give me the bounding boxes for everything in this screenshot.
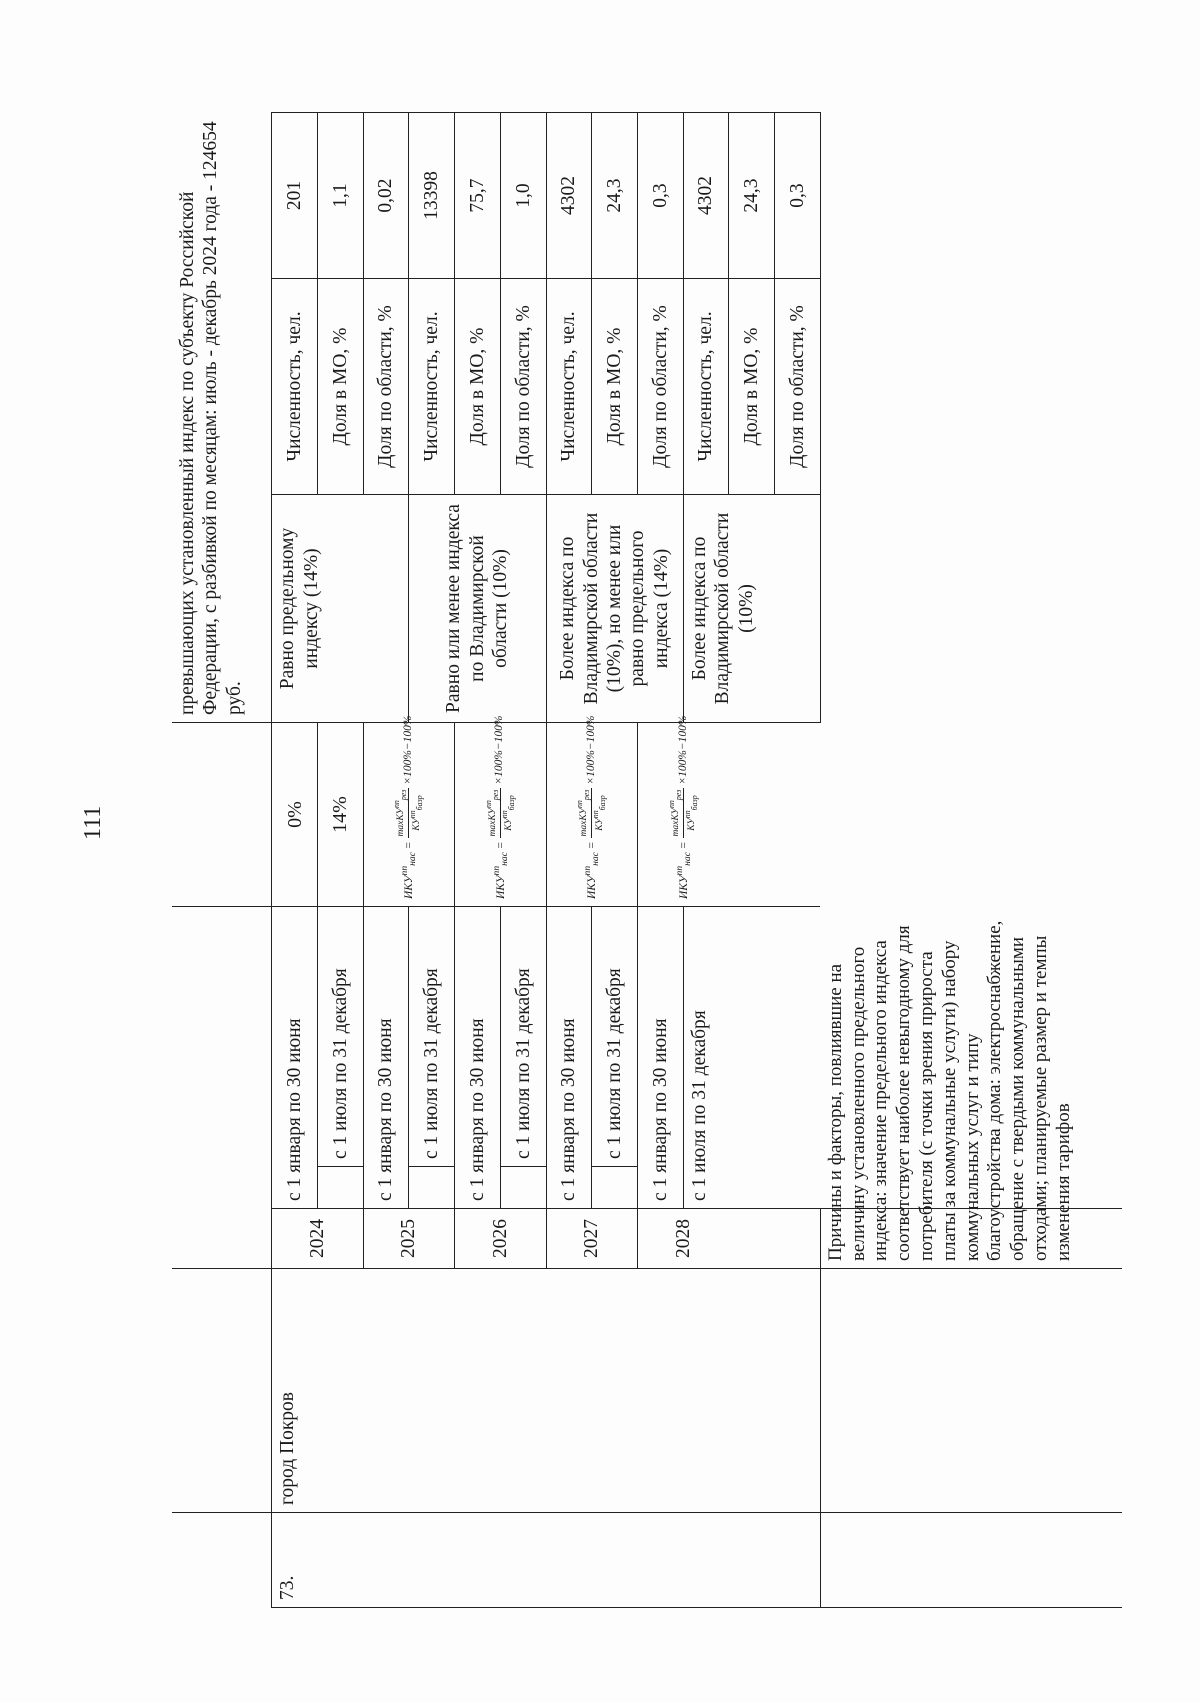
period-second-half: с 1 июля по 31 декабря xyxy=(500,907,546,1167)
period-second-half: с 1 июля по 31 декабря xyxy=(683,907,1122,1209)
row-number: 73. xyxy=(272,1513,821,1608)
value-gt-region-le-limit-count: 4302 xyxy=(546,112,592,278)
header-empty-cell xyxy=(172,1513,272,1608)
label-share-mo: Доля в МО, % xyxy=(729,279,775,495)
utility-index-table xyxy=(172,112,1122,1608)
category-gt-region-le-limit: Более индекса по Владимирской области (10%), но менее или равно предельного индекса (14%) xyxy=(546,495,683,723)
label-count: Численность, чел. xyxy=(409,279,455,495)
year-2028: 2028 xyxy=(638,1209,729,1269)
label-share-mo: Доля в МО, % xyxy=(317,279,363,495)
label-share-mo: Доля в МО, % xyxy=(455,279,501,495)
formula-2027 xyxy=(546,715,637,907)
label-count: Численность, чел. xyxy=(683,279,729,495)
label-share-mo: Доля в МО, % xyxy=(592,279,638,495)
period-second-half: с 1 июля по 31 декабря xyxy=(317,907,363,1167)
value-gt-region-share-mo: 24,3 xyxy=(729,112,775,278)
year-2024: 2024 xyxy=(272,1209,363,1269)
value-le-region-count: 13398 xyxy=(409,112,455,278)
period-first-half: с 1 января по 30 июня xyxy=(272,907,318,1209)
indent-cell xyxy=(317,1167,363,1209)
empty-cell xyxy=(729,723,775,907)
formula: $ИКУ^{пп}_{нас}$ = maxКУ$^{пп}_{рез}$ $КУ^{пп}_{базр}$ ×100%−100% xyxy=(666,715,700,899)
page-number: 111 xyxy=(80,805,106,840)
label-share-region: Доля по области, % xyxy=(638,279,684,495)
formula: $ИКУ^{пп}_{нас}$ = maxКУ$^{пп}_{рез}$ $КУ^{пп}_{базр}$ ×100%−100% xyxy=(574,715,608,899)
year-2025: 2025 xyxy=(363,1209,454,1269)
label-share-region: Доля по области, % xyxy=(363,279,409,495)
formula: $ИКУ^{пп}_{нас}$ = maxКУ$^{пп}_{рез}$ $КУ^{пп}_{базр}$ ×100%−100% xyxy=(483,715,516,899)
value-equal-limit-share-mo: 1,1 xyxy=(317,112,363,278)
index-2024-first-half: 0% xyxy=(272,723,318,907)
value-equal-limit-share-region: 0,02 xyxy=(363,112,409,278)
period-second-half: с 1 июля по 31 декабря xyxy=(409,907,455,1167)
reasons-text: Причины и факторы, повлиявшие на величину установленного предельного индекса: значение предельного индекса соответствует наиболее невыгодному для потребителя (с точки зрения прироста платы за коммунальные услуги) набору коммунальных услуг и типу благоустройства дома: электроснабжение, обращение с твердыми коммунальными отходами; планируемые размер и темпы изменения тарифов xyxy=(820,907,1122,1269)
empty-cell xyxy=(729,1209,775,1269)
value-gt-region-le-limit-share-mo: 24,3 xyxy=(592,112,638,278)
empty-cell xyxy=(820,1513,1122,1608)
value-le-region-share-region: 1,0 xyxy=(500,112,546,278)
period-first-half: с 1 января по 30 июня xyxy=(638,907,684,1209)
category-le-region: Равно или менее индекса по Владимирской области (10%) xyxy=(409,495,546,723)
indent-cell xyxy=(500,1167,546,1209)
header-empty-cell xyxy=(172,723,272,907)
value-gt-region-count: 4302 xyxy=(683,112,729,278)
value-equal-limit-count: 201 xyxy=(272,112,318,278)
label-count: Численность, чел. xyxy=(546,279,592,495)
label-share-region: Доля по области, % xyxy=(500,279,546,495)
period-second-half: с 1 июля по 31 декабря xyxy=(592,907,638,1167)
empty-cell xyxy=(775,1209,821,1269)
category-gt-region: Более индекса по Владимирской области (10%) xyxy=(683,495,820,723)
formula-2026 xyxy=(455,715,546,907)
label-share-region: Доля по области, % xyxy=(775,279,821,495)
header-text: превышающих установленный индекс по субъекту Российской Федерации, с разбивкой по месяцам: июль - декабрь 2024 года - 124654 руб. xyxy=(172,112,272,722)
header-empty-cell xyxy=(172,1269,272,1513)
period-first-half: с 1 января по 30 июня xyxy=(546,907,592,1209)
label-count: Численность, чел. xyxy=(272,279,318,495)
index-2024-second-half: 14% xyxy=(317,723,363,907)
formula-2028 xyxy=(638,715,729,907)
value-le-region-share-mo: 75,7 xyxy=(455,112,501,278)
category-equal-limit: Равно предельному индексу (14%) xyxy=(272,495,409,723)
municipality-name: город Покров xyxy=(272,1269,821,1513)
indent-cell xyxy=(592,1167,638,1209)
year-2027: 2027 xyxy=(546,1209,637,1269)
empty-cell xyxy=(820,1269,1122,1513)
period-first-half: с 1 января по 30 июня xyxy=(455,907,501,1209)
period-first-half: с 1 января по 30 июня xyxy=(363,907,409,1209)
indent-cell xyxy=(409,1167,455,1209)
formula: $ИКУ^{пп}_{нас}$ = maxКУ$^{пп}_{рез}$ $КУ^{пп}_{базр}$ ×100%−100% xyxy=(392,715,425,899)
value-gt-region-share-region: 0,3 xyxy=(775,112,821,278)
formula-2025 xyxy=(363,715,454,907)
rotated-table-page xyxy=(172,113,1122,1608)
year-2026: 2026 xyxy=(455,1209,546,1269)
empty-cell xyxy=(775,723,821,907)
value-gt-region-le-limit-share-region: 0,3 xyxy=(638,112,684,278)
header-empty-cell xyxy=(172,907,272,1269)
